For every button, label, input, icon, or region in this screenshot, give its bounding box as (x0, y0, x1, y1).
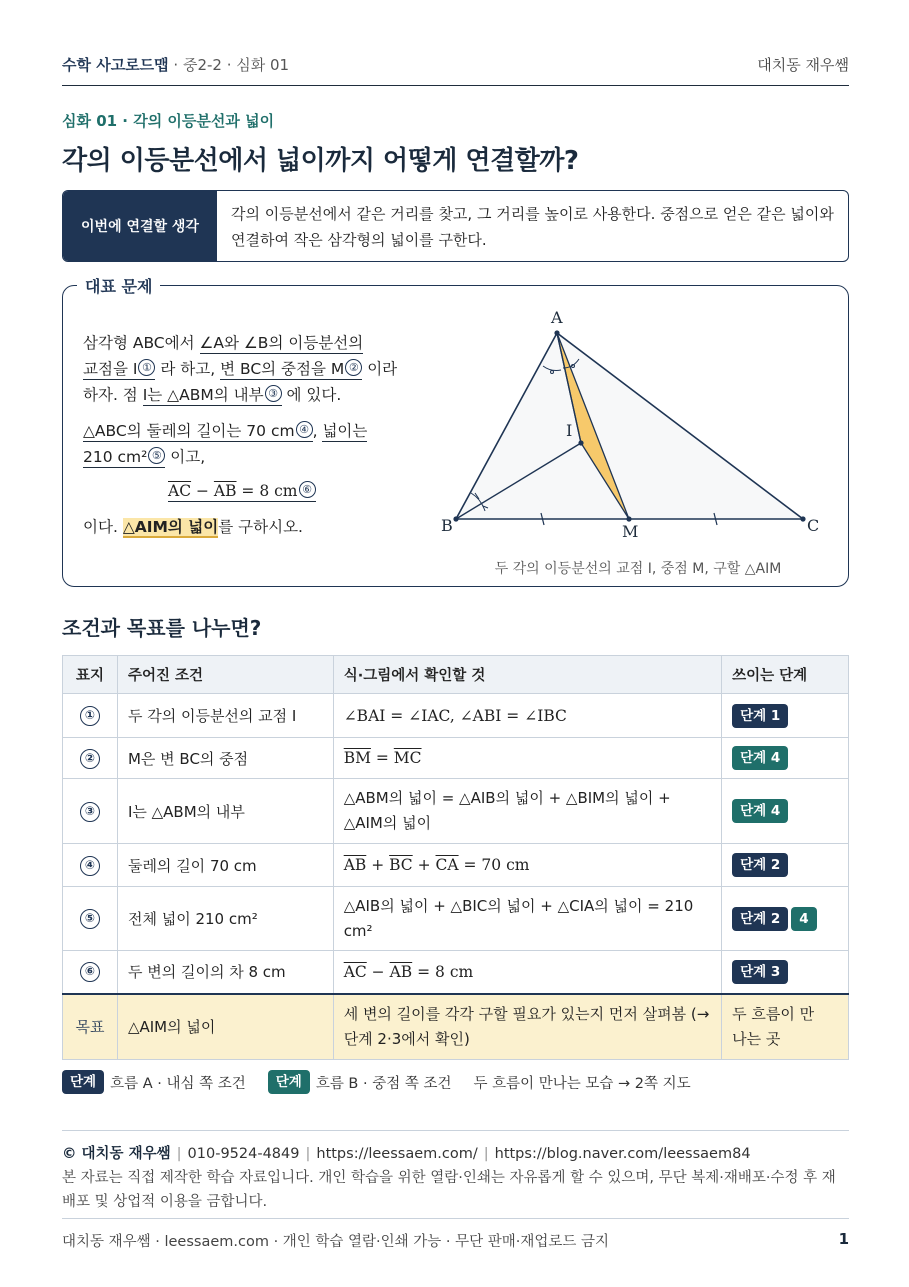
row-mark: ① (80, 706, 100, 726)
row-check: △ABM의 넓이 = △AIB의 넓이 + △BIM의 넓이 + △AIM의 넓이 (333, 779, 721, 844)
circle-num-1: ① (138, 359, 155, 376)
page-header (62, 54, 849, 86)
stage-badge: 단계 3 (732, 960, 788, 984)
triangle-diagram (433, 296, 843, 556)
row-mark-cell (63, 738, 118, 779)
row-stage (722, 694, 849, 738)
problem-text: 이다. (83, 518, 123, 536)
point-m (626, 516, 631, 521)
row-check: △AIB의 넓이 + △BIC의 넓이 + △CIA의 넓이 = 210 cm² (333, 887, 721, 951)
footer-divider (62, 1130, 849, 1131)
goal-highlight: △AIM의 넓이 (122, 518, 219, 536)
section-kicker: 심화 01 · 각의 이등분선과 넓이 (62, 112, 275, 130)
goal-condition: △AIM의 넓이 (117, 994, 333, 1060)
segment-ac: $\overline{AC}$ (343, 962, 367, 981)
table-row (63, 738, 849, 779)
legend-meet (473, 1072, 690, 1093)
table-row (63, 844, 849, 887)
bottom-footer-text: 대치동 재우쌤 · leessaem.com · 개인 학습 열람·인쇄 가능 · 무단 판매·재업로드 금지 (62, 1234, 610, 1250)
segment-ab: $\overline{AB}$ (213, 482, 237, 500)
phone-number: 010-9524-4849 (187, 1146, 300, 1162)
condition-4-text (83, 422, 313, 442)
condition-text: 210 cm² (83, 448, 148, 466)
segment-ac: $\overline{AC}$ (168, 482, 192, 500)
breadcrumb: · 중2-2 · 심화 01 (168, 56, 290, 74)
row-stage (722, 951, 849, 994)
row-condition: 전체 넓이 210 cm² (117, 887, 333, 951)
condition-table (62, 655, 849, 1060)
condition-text: 교점을 I (83, 360, 138, 378)
condition-text: 변 BC의 중점을 M (220, 360, 345, 378)
minus-sign: − (191, 482, 214, 500)
goal-row (63, 994, 849, 1060)
segment-mc: $\overline{MC}$ (393, 749, 422, 767)
row-condition: M은 변 BC의 중점 (117, 738, 333, 779)
idea-text: 각의 이등분선에서 같은 거리를 찾고, 그 거리를 높이로 사용한다. 중점으로 얻은 같은 넓이와 연결하여 작은 삼각형의 넓이를 구한다. (231, 205, 834, 249)
author-name: 대치동 재우쌤 (757, 56, 849, 74)
col-header-condition: 주어진 조건 (117, 656, 333, 694)
segment-bm: $\overline{BM}$ (343, 749, 371, 767)
point-b (453, 516, 458, 521)
label-a: A (551, 308, 563, 327)
legend-text: 흐름 A · 내심 쪽 조건 (110, 1075, 246, 1092)
circle-num-5: ⑤ (148, 447, 165, 464)
figure-caption: 두 각의 이등분선의 교점 I, 중점 M, 구할 △AIM (494, 561, 782, 577)
condition-6-text (168, 482, 316, 502)
condition-text: I는 △ABM의 내부 (142, 386, 264, 404)
row-mark-cell (63, 844, 118, 887)
legend-text: 두 흐름이 만나는 모습 → 2쪽 지도 (473, 1075, 691, 1092)
row-condition: 두 변의 길이의 차 8 cm (117, 951, 333, 994)
row-mark-cell (63, 694, 118, 738)
problem-line-1 (83, 330, 363, 356)
row-check (333, 951, 721, 994)
equation-value: = 8 cm (412, 962, 474, 981)
circle-num-6: ⑥ (299, 481, 316, 498)
point-i (578, 440, 583, 445)
legend-badge-teal: 단계 (268, 1070, 310, 1094)
idea-label: 이번에 연결할 생각 (63, 191, 217, 261)
goal-stage: 두 흐름이 만나는 곳 (722, 994, 849, 1060)
goal-check: 세 변의 길이를 각각 구할 필요가 있는지 먼저 살펴봄 (→ 단계 2·3에서 확인) (333, 994, 721, 1060)
site-link[interactable]: https://leessaem.com/ (316, 1146, 478, 1162)
problem-line-3 (83, 382, 341, 408)
copyright-line (62, 1142, 751, 1163)
equation-value: = 70 cm (458, 856, 530, 874)
section-title: 조건과 목표를 나누면? (62, 616, 262, 640)
table-row (63, 694, 849, 738)
problem-text: 삼각형 ABC에서 (83, 334, 200, 352)
label-b: B (441, 516, 453, 535)
equals-sign: = (370, 749, 394, 767)
row-stage (722, 844, 849, 887)
legend-flow-a (62, 1070, 246, 1094)
problem-text: 를 구하시오. (218, 518, 303, 536)
row-condition: 둘레의 길이 70 cm (117, 844, 333, 887)
row-condition: 두 각의 이등분선의 교점 I (117, 694, 333, 738)
row-mark: ⑥ (80, 962, 100, 982)
stage-badge: 단계 4 (732, 799, 788, 823)
legend-text: 흐름 B · 중점 쪽 조건 (315, 1075, 452, 1092)
problem-text: 하자. 점 (83, 386, 143, 404)
circle-num-3: ③ (265, 385, 282, 402)
problem-text: , (312, 422, 323, 440)
row-condition: I는 △ABM의 내부 (117, 779, 333, 844)
equation-value: = 8 cm (236, 482, 298, 500)
row-mark: ③ (80, 802, 100, 822)
series-name: 수학 사고로드맵 (62, 56, 169, 74)
table-header-row (63, 656, 849, 694)
stage-badge: 단계 2 (732, 907, 788, 931)
row-mark-cell (63, 951, 118, 994)
row-mark-cell (63, 779, 118, 844)
legend-flow-b (268, 1070, 452, 1094)
point-a (554, 330, 559, 335)
condition-2-text (220, 360, 362, 380)
segment-ca: $\overline{CA}$ (435, 856, 459, 874)
condition-text: △ABC의 둘레의 길이는 70 cm (83, 422, 295, 440)
goal-mark: 목표 (63, 994, 118, 1060)
triangle-figure (433, 296, 843, 586)
copyright-brand: © 대치동 재우쌤 (62, 1146, 171, 1162)
row-check: ∠BAI = ∠IAC, ∠ABI = ∠IBC (333, 694, 721, 738)
stage-badge: 단계 1 (732, 704, 788, 728)
page-number: 1 (838, 1230, 849, 1248)
header-left (62, 54, 289, 75)
separator: | (483, 1146, 489, 1162)
problem-text: 이고, (165, 448, 206, 466)
problem-equation (168, 478, 316, 504)
triangle-abc (456, 333, 803, 519)
separator: | (176, 1146, 182, 1162)
legend (62, 1070, 713, 1094)
table-row (63, 887, 849, 951)
row-mark-cell (63, 887, 118, 951)
col-header-mark: 표지 (63, 656, 118, 694)
segment-bc: $\overline{BC}$ (389, 856, 413, 874)
table-row (63, 779, 849, 844)
problem-text: 이라 (362, 360, 398, 378)
blog-link[interactable]: https://blog.naver.com/leessaem84 (494, 1146, 751, 1162)
row-check (333, 738, 721, 779)
row-stage (722, 779, 849, 844)
plus-sign: + (412, 856, 436, 874)
row-stage (722, 738, 849, 779)
col-header-check: 식·그림에서 확인할 것 (333, 656, 721, 694)
segment-ab: $\overline{AB}$ (389, 962, 413, 981)
condition-1-text: ∠A와 ∠B의 이등분선의 (199, 334, 364, 352)
problem-line-7 (83, 514, 303, 540)
stage-badge: 단계 4 (732, 746, 788, 770)
segment-ab: $\overline{AB}$ (343, 856, 367, 874)
problem-box (62, 277, 849, 587)
idea-box (62, 190, 849, 262)
legend-badge-navy: 단계 (62, 1070, 104, 1094)
problem-text: 에 있다. (281, 386, 342, 404)
usage-notice: 본 자료는 직접 제작한 학습 자료입니다. 개인 학습을 위한 열람·인쇄는 자유롭게 할 수 있으며, 무단 복제·재배포·수정 후 재배포 및 상업적 이용을 금합니다. (62, 1170, 836, 1210)
point-c (800, 516, 805, 521)
plus-sign: + (366, 856, 390, 874)
col-header-stage: 쓰이는 단계 (722, 656, 849, 694)
circle-num-2: ② (345, 359, 362, 376)
separator: | (305, 1146, 311, 1162)
condition-1-text-cont (83, 360, 155, 380)
problem-tag: 대표 문제 (77, 274, 160, 297)
condition-3-text (143, 386, 282, 406)
stage-badge-secondary: 4 (791, 907, 816, 931)
label-m: M (622, 522, 639, 541)
row-mark: ⑤ (80, 909, 100, 929)
label-i: I (566, 421, 573, 440)
problem-line-4 (83, 418, 367, 444)
row-stage (722, 887, 849, 951)
bottom-divider (62, 1218, 849, 1219)
stage-badge: 단계 2 (732, 853, 788, 877)
circle-num-4: ④ (296, 421, 313, 438)
page-title: 각의 이등분선에서 넓이까지 어떻게 연결할까? (62, 146, 579, 176)
row-mark: ④ (80, 856, 100, 876)
problem-text: 라 하고, (155, 360, 221, 378)
problem-line-5 (83, 444, 205, 470)
row-mark: ② (80, 749, 100, 769)
minus-sign: − (366, 962, 390, 981)
condition-5-text-cont (83, 448, 165, 468)
row-check (333, 844, 721, 887)
table-row (63, 951, 849, 994)
condition-5-text: 넓이는 (322, 422, 368, 440)
problem-line-2 (83, 356, 397, 382)
label-c: C (807, 516, 820, 535)
